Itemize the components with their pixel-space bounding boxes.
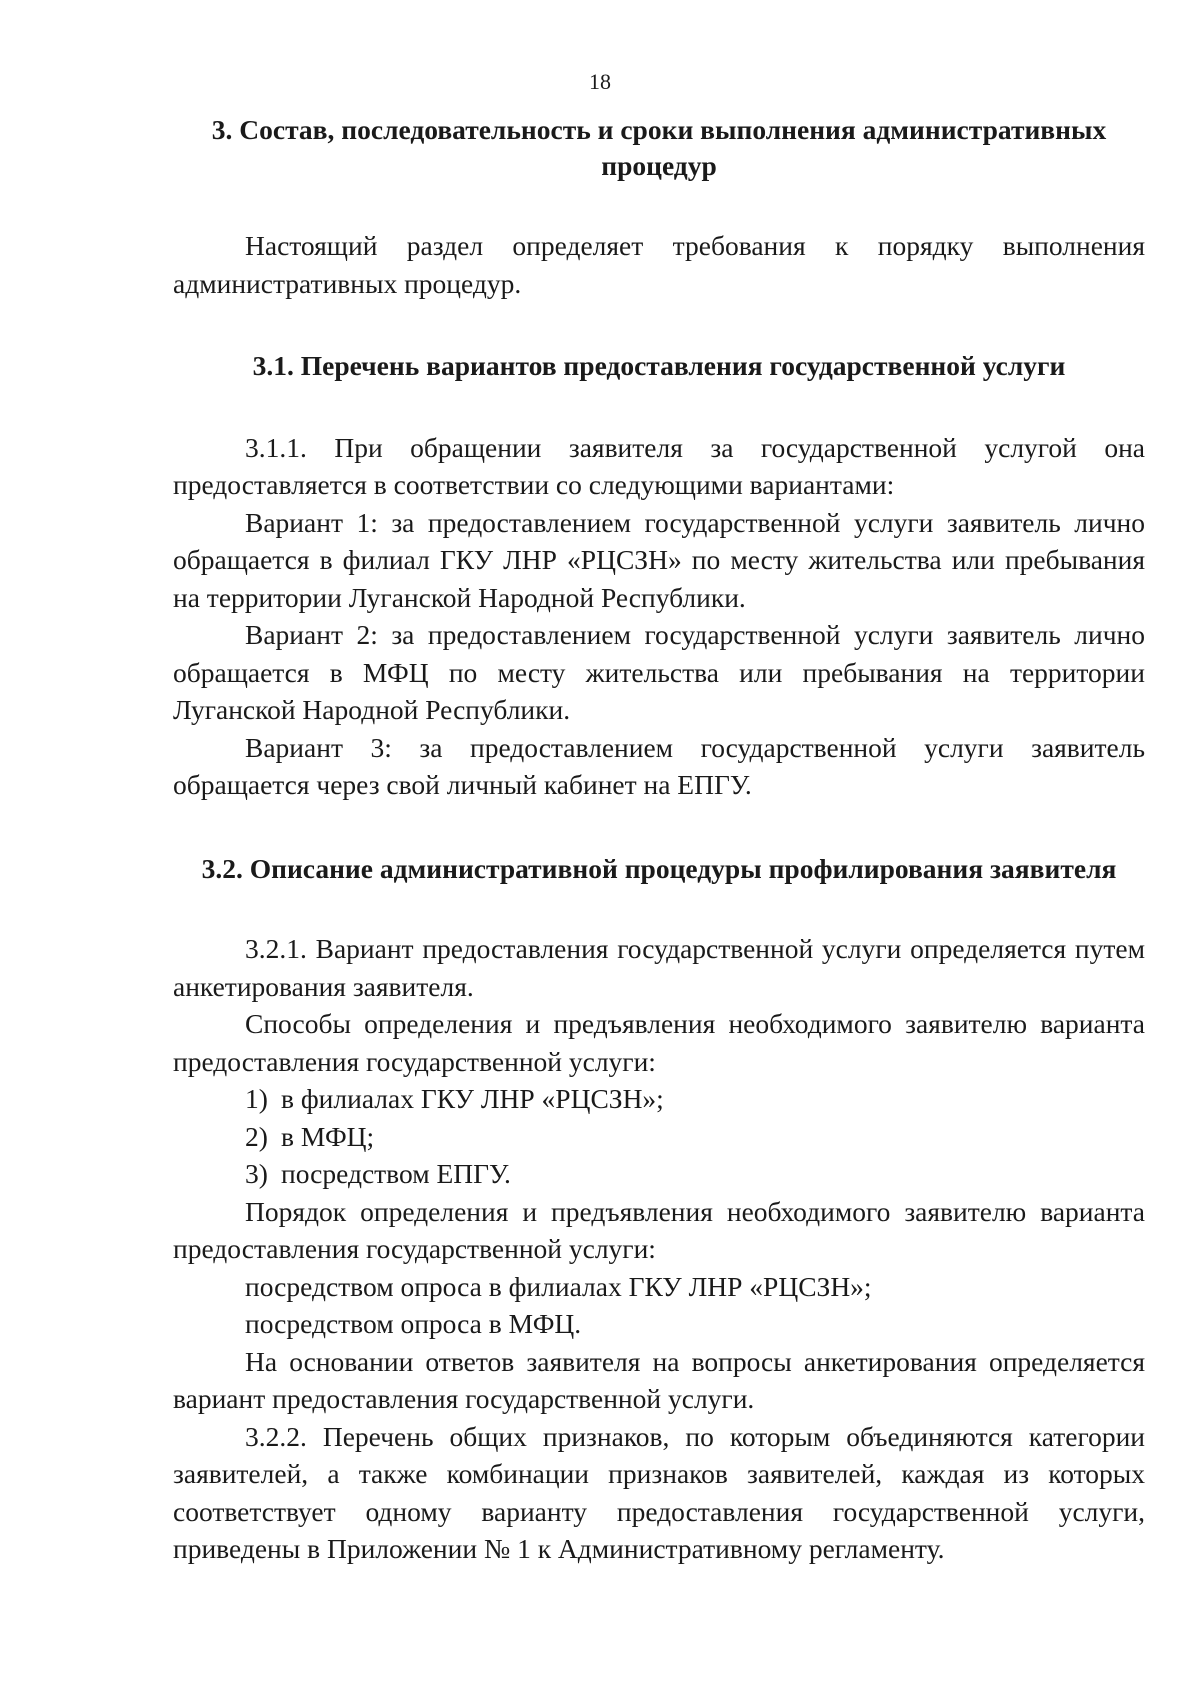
section-3-2-title: 3.2. Описание административной процедуры профилирования заявителя bbox=[201, 852, 1117, 884]
variant-2-paragraph: Вариант 2: за предоставлением государственной услуги заявитель лично обращается в МФЦ по месту жительства или пребывания на территории Луганской Народной Республики. bbox=[173, 619, 1145, 725]
page-number: 18 bbox=[589, 69, 611, 94]
document-body bbox=[173, 112, 1145, 1568]
section-3-intro: Настоящий раздел определяет требования к порядку выполнения административных процедур. bbox=[173, 230, 1145, 299]
list-item bbox=[173, 1118, 1145, 1156]
answers-paragraph: На основании ответов заявителя на вопросы анкетирования определяется вариант предоставления государственной услуги. bbox=[173, 1345, 1145, 1414]
list-item bbox=[173, 1155, 1145, 1193]
methods-paragraph: Способы определения и предъявления необходимого заявителю варианта предоставления государственной услуги: bbox=[173, 1008, 1145, 1077]
procedure-paragraph: Порядок определения и предъявления необходимого заявителю варианта предоставления государственной услуги: bbox=[173, 1195, 1145, 1264]
survey-branches-line: посредством опроса в филиалах ГКУ ЛНР «РЦСЗН»; bbox=[245, 1270, 872, 1302]
paragraph-3-2-1: 3.2.1. Вариант предоставления государственной услуги определяется путем анкетирования заявителя. bbox=[173, 933, 1145, 1002]
section-3-1-title: 3.1. Перечень вариантов предоставления государственной услуги bbox=[252, 350, 1066, 381]
paragraph-3-1-1: 3.1.1. При обращении заявителя за государственной услугой она предоставляется в соответствии со следующими вариантами: bbox=[173, 431, 1145, 500]
variant-3-paragraph: Вариант 3: за предоставлением государственной услуги заявитель обращается через свой личный кабинет на ЕПГУ. bbox=[173, 731, 1145, 800]
paragraph-3-2-2: 3.2.2. Перечень общих признаков, по которым объединяются категории заявителей, а также комбинации признаков заявителей, каждая из которых соответствует одному варианту предоставления государственной услуги, приведены в Приложении № 1 к Административному регламенту. bbox=[173, 1420, 1145, 1564]
section-3-title: 3. Состав, последовательность и сроки выполнения административных процедур bbox=[211, 114, 1107, 181]
list-item-text: посредством ЕПГУ. bbox=[281, 1158, 511, 1189]
list-item-text: в филиалах ГКУ ЛНР «РЦСЗН»; bbox=[281, 1083, 664, 1114]
list-item-text: в МФЦ; bbox=[281, 1120, 375, 1152]
list-item-number: 3) bbox=[245, 1158, 268, 1189]
list-item-number: 2) bbox=[245, 1120, 268, 1152]
list-item bbox=[173, 1080, 1145, 1118]
survey-mfc-line: посредством опроса в МФЦ. bbox=[245, 1308, 582, 1339]
variant-1-paragraph: Вариант 1: за предоставлением государственной услуги заявитель лично обращается в филиал ГКУ ЛНР «РЦСЗН» по месту жительства или пребывания на территории Луганской Народной Республики. bbox=[173, 506, 1145, 613]
list-item-number: 1) bbox=[245, 1083, 268, 1114]
